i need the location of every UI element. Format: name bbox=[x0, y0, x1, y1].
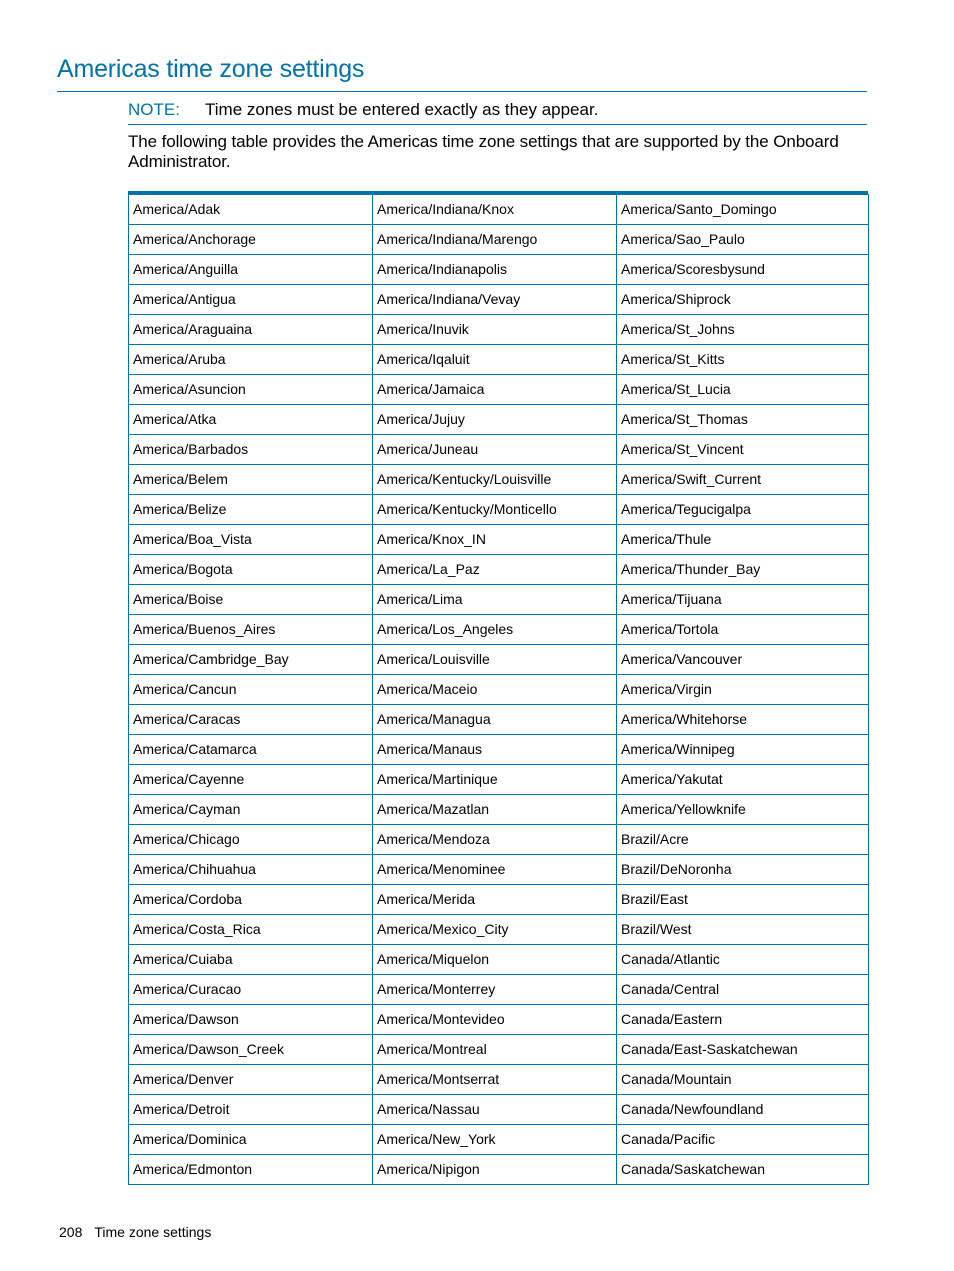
timezone-cell: America/Mendoza bbox=[373, 825, 617, 855]
timezone-cell: America/Cordoba bbox=[129, 885, 373, 915]
timezone-cell: America/Miquelon bbox=[373, 945, 617, 975]
timezone-cell: America/Dominica bbox=[129, 1125, 373, 1155]
timezone-cell: Canada/Pacific bbox=[617, 1125, 869, 1155]
timezone-cell: America/Monterrey bbox=[373, 975, 617, 1005]
timezone-cell: America/Belize bbox=[129, 495, 373, 525]
timezone-cell: America/Bogota bbox=[129, 555, 373, 585]
timezone-cell: America/Yakutat bbox=[617, 765, 869, 795]
timezone-cell: America/Jujuy bbox=[373, 405, 617, 435]
table-row bbox=[129, 855, 869, 885]
footer-section-title: Time zone settings bbox=[94, 1224, 212, 1240]
timezone-cell: America/Swift_Current bbox=[617, 465, 869, 495]
timezone-cell: America/Belem bbox=[129, 465, 373, 495]
timezone-cell: America/Curacao bbox=[129, 975, 373, 1005]
timezone-cell: America/Kentucky/Louisville bbox=[373, 465, 617, 495]
timezone-cell: America/Barbados bbox=[129, 435, 373, 465]
timezone-cell: America/Inuvik bbox=[373, 315, 617, 345]
timezone-table-container bbox=[128, 191, 868, 1185]
timezone-cell: America/St_Thomas bbox=[617, 405, 869, 435]
intro-paragraph: The following table provides the Americas time zone settings that are supported by the Onboard Administrator. bbox=[128, 132, 839, 171]
timezone-cell: America/Merida bbox=[373, 885, 617, 915]
table-row bbox=[129, 885, 869, 915]
timezone-cell: America/Los_Angeles bbox=[373, 615, 617, 645]
timezone-cell: Canada/Mountain bbox=[617, 1065, 869, 1095]
timezone-cell: America/Juneau bbox=[373, 435, 617, 465]
timezone-cell: America/Nassau bbox=[373, 1095, 617, 1125]
timezone-cell: Canada/Central bbox=[617, 975, 869, 1005]
table-row bbox=[129, 465, 869, 495]
page-title: Americas time zone settings bbox=[57, 55, 365, 83]
timezone-cell: America/Adak bbox=[129, 195, 373, 225]
timezone-cell: America/Cayman bbox=[129, 795, 373, 825]
timezone-cell: America/Chihuahua bbox=[129, 855, 373, 885]
timezone-cell: America/Montreal bbox=[373, 1035, 617, 1065]
table-row bbox=[129, 795, 869, 825]
timezone-cell: America/Cuiaba bbox=[129, 945, 373, 975]
timezone-cell: Canada/Newfoundland bbox=[617, 1095, 869, 1125]
table-row bbox=[129, 1125, 869, 1155]
timezone-cell: America/Louisville bbox=[373, 645, 617, 675]
timezone-cell: America/Anguilla bbox=[129, 255, 373, 285]
table-row bbox=[129, 345, 869, 375]
table-row bbox=[129, 1035, 869, 1065]
timezone-cell: Brazil/West bbox=[617, 915, 869, 945]
timezone-cell: America/Boise bbox=[129, 585, 373, 615]
table-row bbox=[129, 495, 869, 525]
timezone-cell: America/Indiana/Marengo bbox=[373, 225, 617, 255]
table-row bbox=[129, 1155, 869, 1185]
timezone-cell: America/Knox_IN bbox=[373, 525, 617, 555]
timezone-cell: America/Detroit bbox=[129, 1095, 373, 1125]
timezone-table-body bbox=[129, 195, 869, 1185]
table-row bbox=[129, 225, 869, 255]
table-row bbox=[129, 195, 869, 225]
note-divider bbox=[128, 124, 867, 125]
page-footer bbox=[59, 1222, 211, 1242]
timezone-cell: America/Menominee bbox=[373, 855, 617, 885]
title-divider bbox=[57, 91, 867, 92]
timezone-cell: America/Maceio bbox=[373, 675, 617, 705]
table-row bbox=[129, 525, 869, 555]
table-row bbox=[129, 435, 869, 465]
timezone-cell: America/Martinique bbox=[373, 765, 617, 795]
page-number: 208 bbox=[59, 1224, 83, 1240]
timezone-cell: America/Virgin bbox=[617, 675, 869, 705]
timezone-cell: America/Aruba bbox=[129, 345, 373, 375]
table-row bbox=[129, 615, 869, 645]
timezone-cell: America/Lima bbox=[373, 585, 617, 615]
table-row bbox=[129, 675, 869, 705]
timezone-cell: America/Winnipeg bbox=[617, 735, 869, 765]
timezone-cell: America/Dawson_Creek bbox=[129, 1035, 373, 1065]
timezone-cell: Canada/East-Saskatchewan bbox=[617, 1035, 869, 1065]
table-row bbox=[129, 735, 869, 765]
timezone-cell: America/Montserrat bbox=[373, 1065, 617, 1095]
timezone-cell: America/Tortola bbox=[617, 615, 869, 645]
timezone-cell: America/St_Kitts bbox=[617, 345, 869, 375]
timezone-cell: America/Indianapolis bbox=[373, 255, 617, 285]
timezone-cell: America/Buenos_Aires bbox=[129, 615, 373, 645]
timezone-cell: America/Shiprock bbox=[617, 285, 869, 315]
timezone-cell: America/Chicago bbox=[129, 825, 373, 855]
timezone-cell: America/Iqaluit bbox=[373, 345, 617, 375]
timezone-cell: America/Costa_Rica bbox=[129, 915, 373, 945]
table-row bbox=[129, 975, 869, 1005]
note-text: Time zones must be entered exactly as they appear. bbox=[205, 100, 599, 119]
table-row bbox=[129, 945, 869, 975]
table-row bbox=[129, 585, 869, 615]
table-row bbox=[129, 1095, 869, 1125]
timezone-cell: America/Kentucky/Monticello bbox=[373, 495, 617, 525]
timezone-cell: America/Boa_Vista bbox=[129, 525, 373, 555]
timezone-cell: America/New_York bbox=[373, 1125, 617, 1155]
timezone-cell: America/Cancun bbox=[129, 675, 373, 705]
table-row bbox=[129, 1005, 869, 1035]
table-row bbox=[129, 825, 869, 855]
timezone-cell: America/St_Johns bbox=[617, 315, 869, 345]
timezone-cell: Brazil/East bbox=[617, 885, 869, 915]
timezone-cell: America/Cambridge_Bay bbox=[129, 645, 373, 675]
note-box bbox=[128, 97, 867, 123]
timezone-cell: America/Caracas bbox=[129, 705, 373, 735]
table-row bbox=[129, 645, 869, 675]
table-row bbox=[129, 405, 869, 435]
timezone-cell: America/Anchorage bbox=[129, 225, 373, 255]
table-row bbox=[129, 555, 869, 585]
timezone-cell: America/Atka bbox=[129, 405, 373, 435]
timezone-cell: America/Thunder_Bay bbox=[617, 555, 869, 585]
table-row bbox=[129, 765, 869, 795]
timezone-cell: America/Araguaina bbox=[129, 315, 373, 345]
timezone-cell: America/Scoresbysund bbox=[617, 255, 869, 285]
table-row bbox=[129, 705, 869, 735]
table-row bbox=[129, 285, 869, 315]
table-row bbox=[129, 315, 869, 345]
timezone-cell: America/Mexico_City bbox=[373, 915, 617, 945]
timezone-cell: America/Nipigon bbox=[373, 1155, 617, 1185]
table-row bbox=[129, 375, 869, 405]
timezone-cell: Canada/Eastern bbox=[617, 1005, 869, 1035]
timezone-cell: America/Edmonton bbox=[129, 1155, 373, 1185]
timezone-cell: Canada/Saskatchewan bbox=[617, 1155, 869, 1185]
timezone-cell: America/Antigua bbox=[129, 285, 373, 315]
timezone-cell: America/Yellowknife bbox=[617, 795, 869, 825]
timezone-cell: America/St_Lucia bbox=[617, 375, 869, 405]
timezone-cell: America/Managua bbox=[373, 705, 617, 735]
timezone-cell: America/Cayenne bbox=[129, 765, 373, 795]
timezone-cell: America/Thule bbox=[617, 525, 869, 555]
timezone-cell: America/Indiana/Knox bbox=[373, 195, 617, 225]
timezone-cell: America/Whitehorse bbox=[617, 705, 869, 735]
timezone-cell: America/St_Vincent bbox=[617, 435, 869, 465]
timezone-table bbox=[128, 194, 869, 1185]
table-row bbox=[129, 255, 869, 285]
timezone-cell: America/Santo_Domingo bbox=[617, 195, 869, 225]
note-label: NOTE: bbox=[128, 100, 180, 119]
timezone-cell: Brazil/Acre bbox=[617, 825, 869, 855]
timezone-cell: America/Dawson bbox=[129, 1005, 373, 1035]
timezone-cell: America/Catamarca bbox=[129, 735, 373, 765]
timezone-cell: America/Tegucigalpa bbox=[617, 495, 869, 525]
timezone-cell: America/Asuncion bbox=[129, 375, 373, 405]
timezone-cell: America/Vancouver bbox=[617, 645, 869, 675]
timezone-cell: Brazil/DeNoronha bbox=[617, 855, 869, 885]
timezone-cell: America/Manaus bbox=[373, 735, 617, 765]
table-row bbox=[129, 1065, 869, 1095]
table-row bbox=[129, 915, 869, 945]
timezone-cell: America/Denver bbox=[129, 1065, 373, 1095]
timezone-cell: America/Sao_Paulo bbox=[617, 225, 869, 255]
timezone-cell: America/Jamaica bbox=[373, 375, 617, 405]
timezone-cell: America/Mazatlan bbox=[373, 795, 617, 825]
timezone-cell: America/Tijuana bbox=[617, 585, 869, 615]
timezone-cell: Canada/Atlantic bbox=[617, 945, 869, 975]
timezone-cell: America/Montevideo bbox=[373, 1005, 617, 1035]
timezone-cell: America/Indiana/Vevay bbox=[373, 285, 617, 315]
timezone-cell: America/La_Paz bbox=[373, 555, 617, 585]
